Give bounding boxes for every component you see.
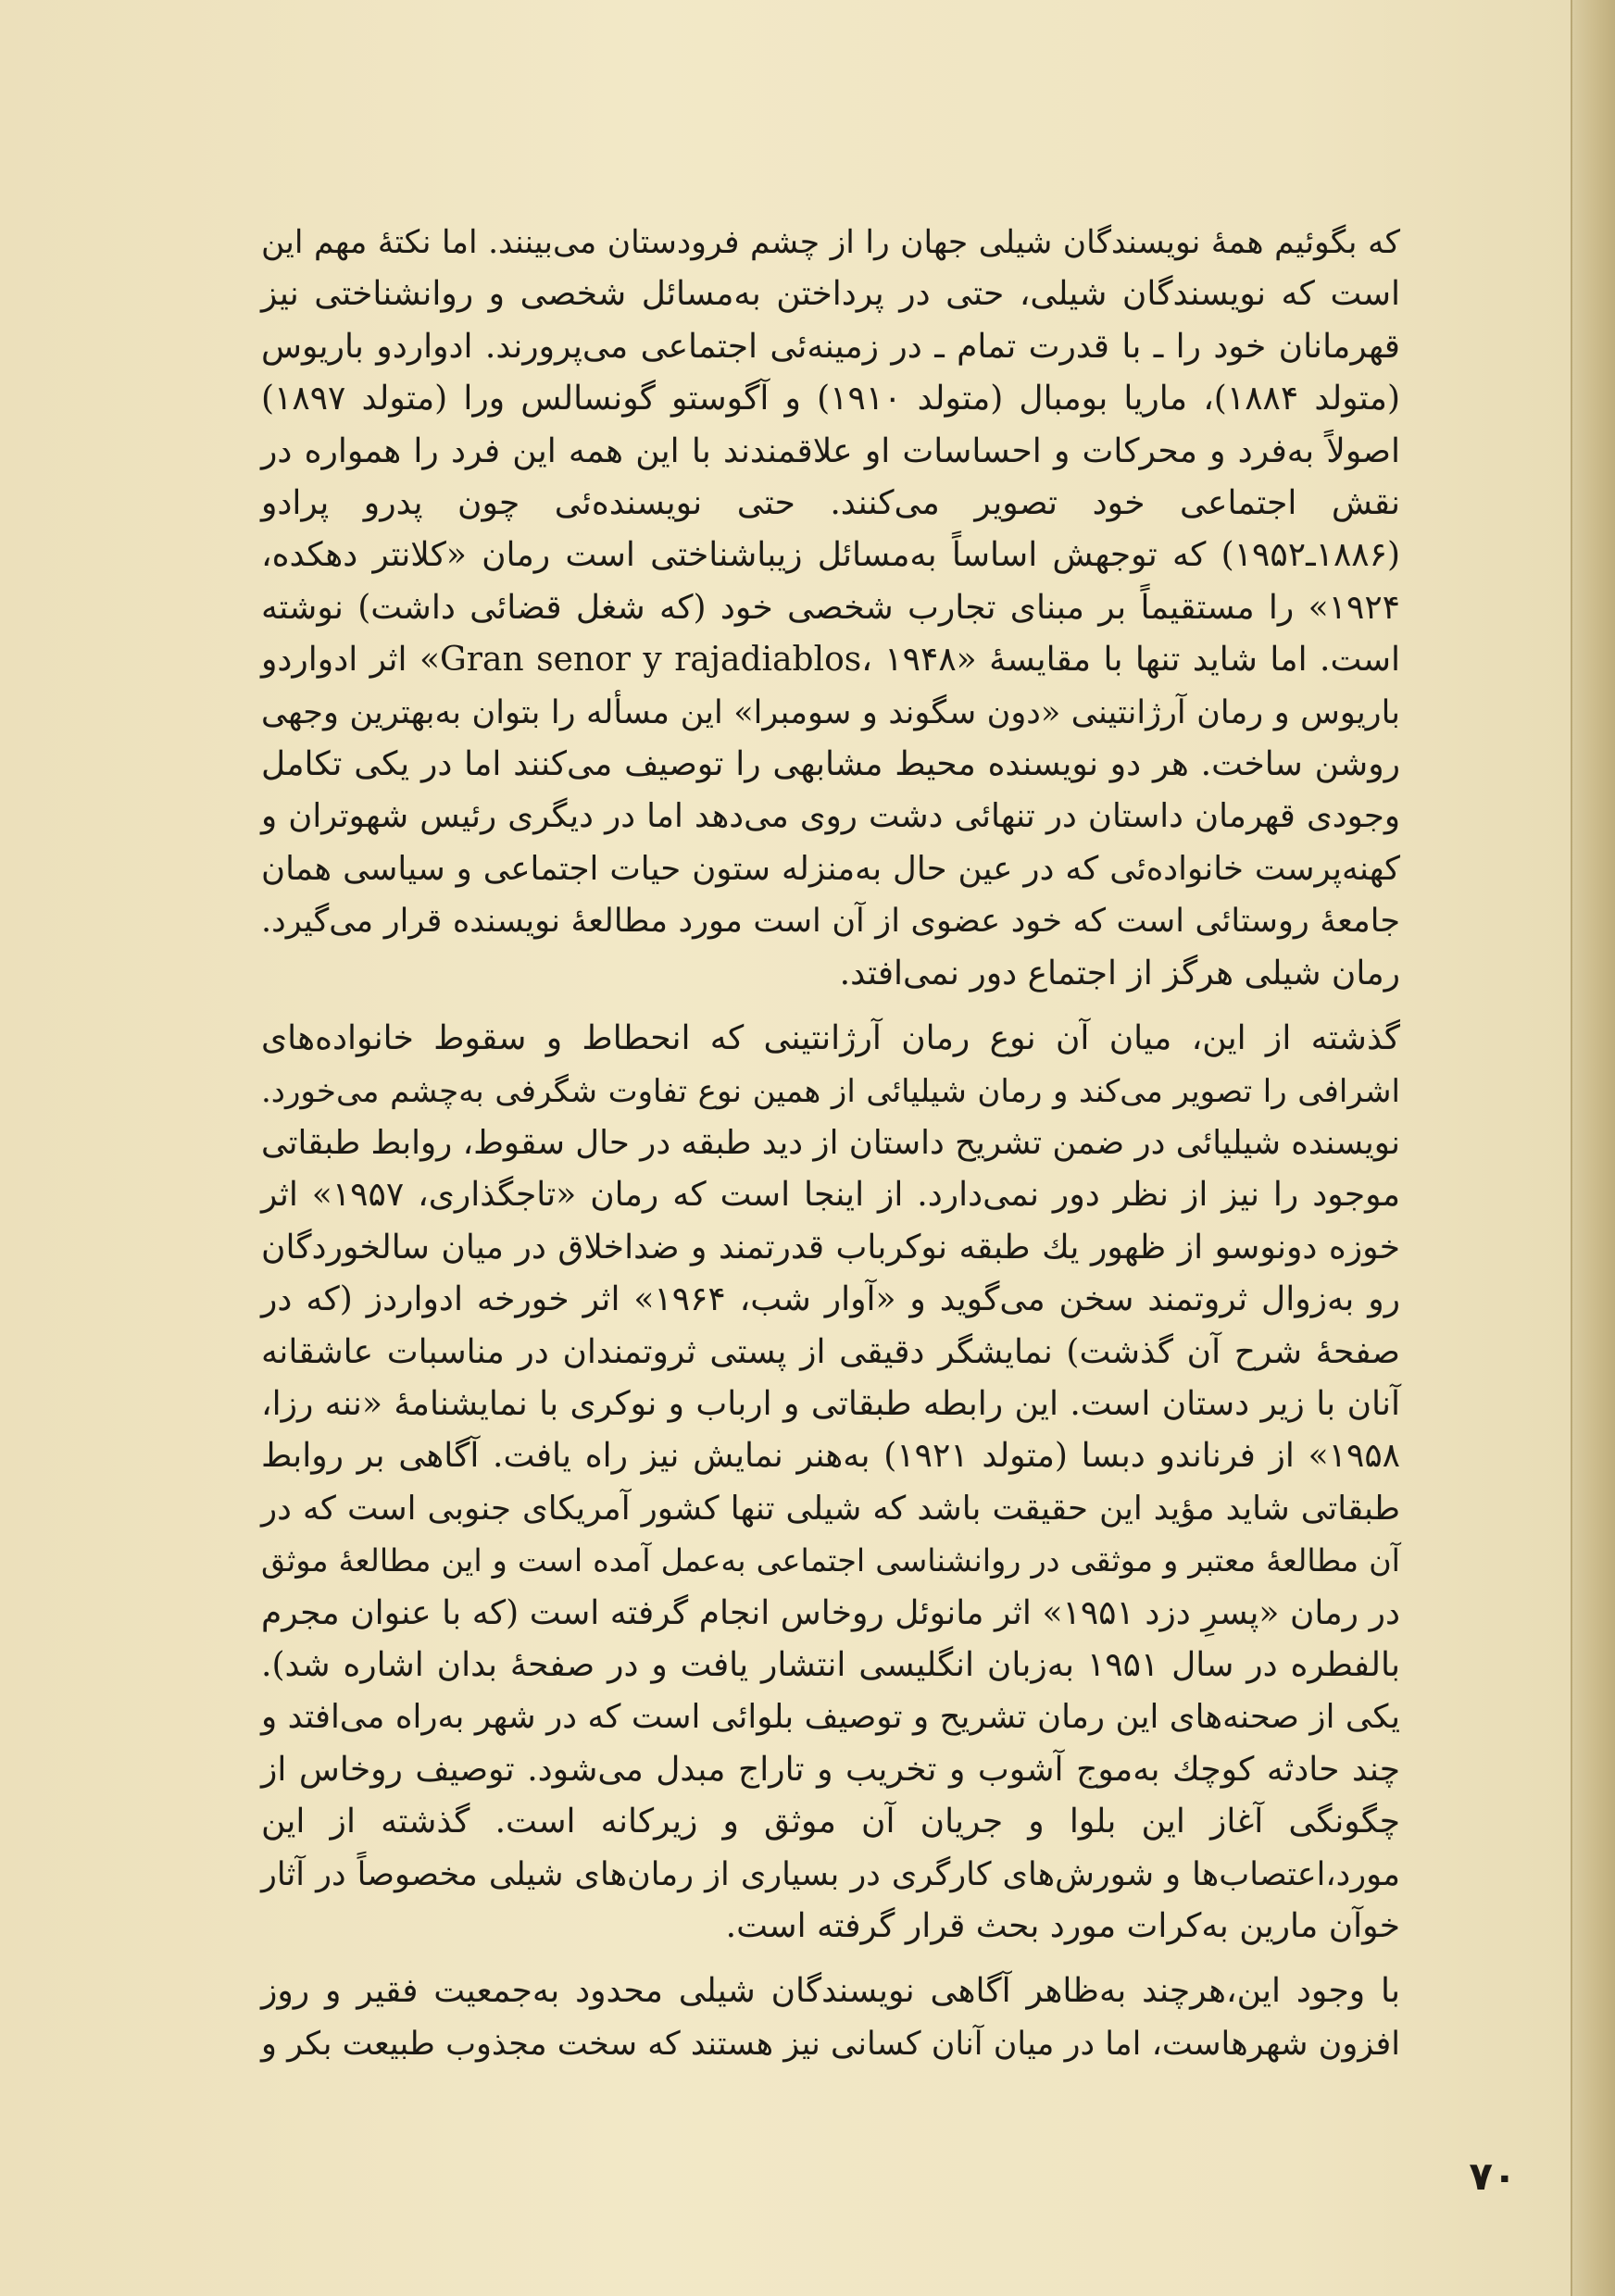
text-line: قهرمانان خود را ـ با قدرت تمام ـ در زمینه‌ئی اجتماعی می‌پرورند. ادواردو باریوس (261, 327, 1400, 366)
paragraph-1 (261, 217, 1400, 1000)
text-line: چند حادثه کوچك به‌موج آشوب و تخریب و تاراج مبدل می‌شود. توصیف روخاس از (261, 1750, 1400, 1789)
text-line: اصولاً به‌فرد و محرکات و احساسات او علاقمندند با این همه این فرد را همواره در (261, 431, 1400, 470)
text-line: جامعهٔ روستائی است که خود عضوی از آن است مورد مطالعهٔ نویسنده قرار می‌گیرد. (261, 903, 1400, 941)
text-line: نقش اجتماعی خود تصویر می‌کنند. حتی نویسنده‌ئی چون پدرو پرادو (261, 484, 1400, 523)
text-line: ۱۹۵۸» از فرناندو دبسا (متولد ۱۹۲۱) به‌هنر نمایش نیز راه یافت. آگاهی بر روابط (261, 1437, 1400, 1476)
text-line: (متولد ۱۸۸۴)، ماریا بومبال (متولد ۱۹۱۰) و آگوستو گونسالس ورا (متولد ۱۸۹۷) (261, 380, 1400, 418)
paragraph-3 (261, 1965, 1400, 2070)
text-line: بالفطره در سال ۱۹۵۱ به‌زبان انگلیسی انتشار یافت و در صفحهٔ بدان اشاره شد). (261, 1645, 1400, 1684)
text-line: آنان با زیر دستان است. این رابطه طبقاتی و ارباب و نوکری با نمایشنامهٔ «ننه رزا، (261, 1384, 1400, 1423)
text-line: نویسنده شیلیائی در ضمن تشریح داستان از دید طبقه در حال سقوط، روابط طبقاتی (261, 1123, 1400, 1162)
text-line: مورد،اعتصاب‌ها و شورش‌های کارگری در بسیاری از رمان‌های شیلی مخصوصاً در آثار (261, 1855, 1400, 1893)
text-line: چگونگی آغاز این بلوا و جریان آن موثق و زیرکانه است. گذشته از این (261, 1803, 1400, 1841)
text-line: طبقاتی شاید مؤید این حقیقت باشد که شیلی تنها کشور آمریکای جنوبی است که در (261, 1489, 1400, 1528)
text-line: روشن ساخت. هر دو نویسنده محیط مشابهی را توصیف می‌کنند اما در یکی تکامل (261, 745, 1400, 784)
text-line: افزون شهرهاست، اما در میان آنان کسانی نیز هستند که سخت مجذوب طبیعت بکر و (261, 2025, 1400, 2063)
page-binding-edge (1571, 0, 1615, 2296)
text-line: آن مطالعهٔ معتبر و موثقی در روانشناسی اجتماعی به‌عمل آمده است و این مطالعهٔ موثق (261, 1542, 1400, 1579)
text-line: رمان شیلی هرگز از اجتماع دور نمی‌افتد. (839, 954, 1400, 992)
text-line: اشرافی را تصویر می‌کند و رمان شیلیائی از همین نوع تفاوت شگرفی به‌چشم می‌خورد. (261, 1072, 1400, 1110)
text-line: کهنه‌پرست خانواده‌ئی که در عین حال به‌منزله ستون حیات اجتماعی و سیاسی همان (261, 849, 1400, 888)
page-number: ۷۰ (1469, 2153, 1517, 2199)
paragraph-2 (261, 1013, 1400, 1953)
text-line: گذشته از این، میان آن نوع رمان آرژانتینی که انحطاط و سقوط خانواده‌های (261, 1019, 1400, 1058)
text-line: موجود را نیز از نظر دور نمی‌دارد. از اینجا است که رمان «تاجگذاری، ۱۹۵۷» اثر (261, 1176, 1400, 1215)
text-line: باریوس و رمان آرژانتینی «دون سگوند و سومبرا» این مسأله را بتوان به‌بهترین وجهی (261, 693, 1400, 731)
text-line: وجودی قهرمان داستان در تنهائی دشت روی می‌دهد اما در دیگری رئیس شهوتران و (261, 797, 1400, 836)
text-line: یکی از صحنه‌های این رمان تشریح و توصیف بلوائی است که در شهر به‌راه می‌افتد و (261, 1698, 1400, 1737)
text-line: که بگوئیم همهٔ نویسندگان شیلی جهان را از چشم فرودستان می‌بینند. اما نکتهٔ مهم این (261, 224, 1400, 261)
text-line: با وجود این،هرچند به‌ظاهر آگاهی نویسندگان شیلی محدود به‌جمعیت فقیر و روز (261, 1972, 1400, 2011)
text-line: خوآن مارین به‌کرات مورد بحث قرار گرفته است. (725, 1907, 1400, 1945)
text-line: ۱۹۲۴» را مستقیماً بر مبنای تجارب شخصی خود (که شغل قضائی داشت) نوشته (261, 588, 1400, 627)
text-line: رو به‌زوال ثروتمند سخن می‌گوید و «آوار شب، ۱۹۶۴» اثر خورخه ادواردز (که در (261, 1280, 1400, 1319)
text-line: در رمان «پسرِ دزد ۱۹۵۱» اثر مانوئل روخاس انجام گرفته است (که با عنوان مجرم (261, 1593, 1401, 1632)
text-line: صفحهٔ شرح آن گذشت) نمایشگر دقیقی از پستی ثروتمندان در مناسبات عاشقانه (261, 1332, 1400, 1371)
text-line: خوزه دونوسو از ظهور یك طبقه نوکرباب قدرتمند و ضداخلاق در میان سالخوردگان (261, 1228, 1400, 1267)
paragraph-gap (261, 1953, 1400, 1965)
text-line: (۱۸۸۶ـ۱۹۵۲) که توجهش اساساً به‌مسائل زیباشناختی است رمان «کلانتر دهکده، (261, 536, 1400, 575)
body-text (261, 217, 1400, 2070)
text-line: است. اما شاید تنها با مقایسهٔ «Gran senor y rajadiablos، ۱۹۴۸» اثر ادواردو (261, 641, 1400, 680)
text-line: است که نویسندگان شیلی، حتی در پرداختن به‌مسائل شخصی و روانشناختی نیز (261, 275, 1400, 314)
paragraph-gap (261, 1000, 1400, 1013)
